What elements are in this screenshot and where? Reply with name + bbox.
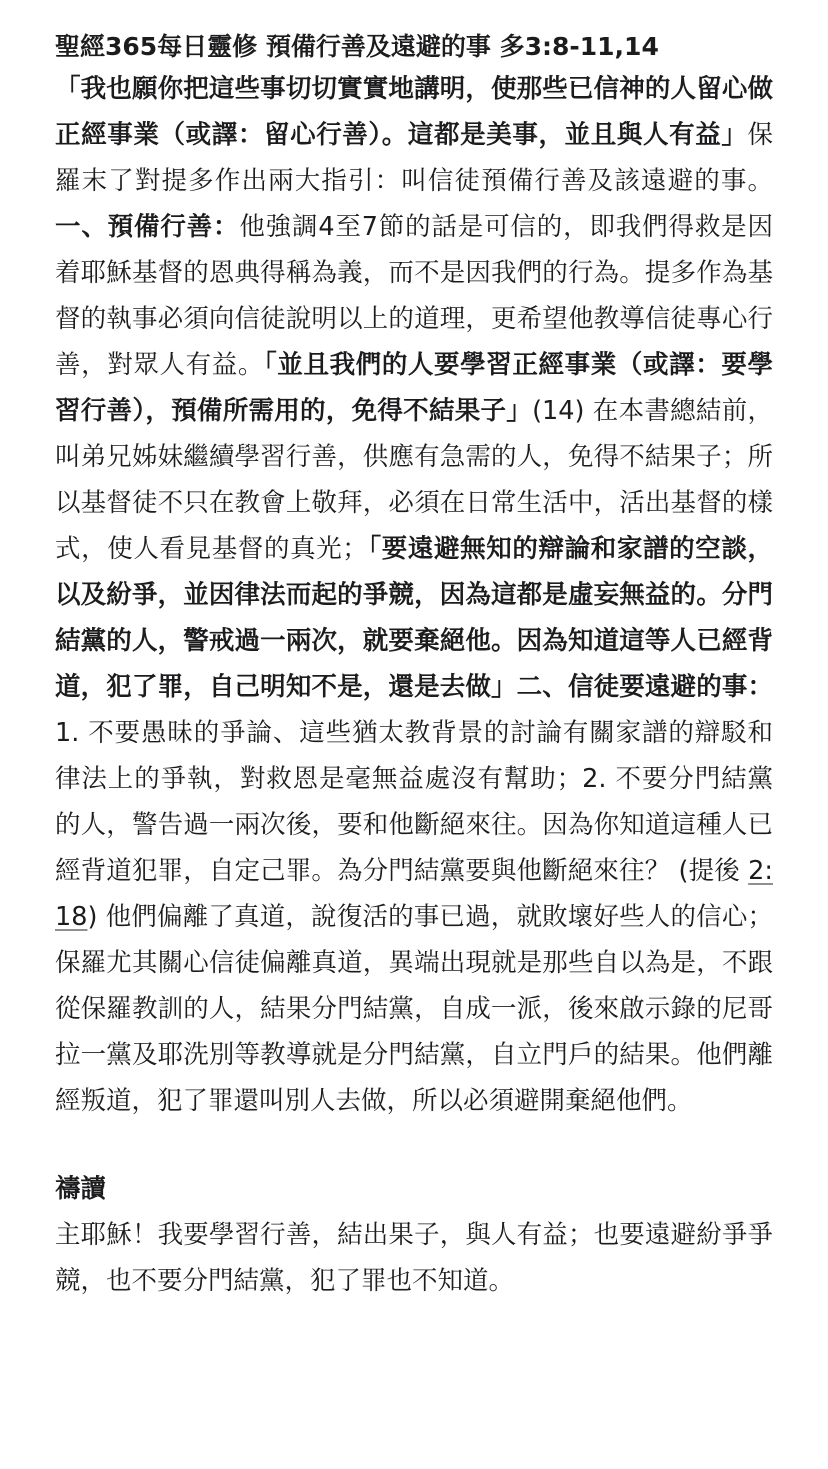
body-text: 他強調4至7節的話是可信的，即我們得救是因着耶穌基督的恩典得稱為義，而不是因我們的行為。提多作為基督的執事必須向信徒說明以上的道理，更希望他教導信徒專心行善，對眾人有益。 (55, 212, 773, 380)
prayer-text: 主耶穌！我要學習行善，結出果子，與人有益；也要遠避紛爭爭競，也不要分門結黨，犯了罪也不知道。 (55, 1220, 773, 1296)
article-title: 聖經365每日靈修 預備行善及遠避的事 多3:8-11,14 (55, 32, 659, 61)
quote-verse-8: 「我也願你把這些事切切實實地講明，使那些已信神的人留心做正經事業（或譯：留心行善）。這都是美事，並且與人有益」 (55, 74, 773, 150)
section-heading-prepare-good-works: 一、預備行善： (55, 212, 240, 242)
body-text: ) 他們偏離了真道，說復活的事已過，就敗壞好些人的信心；保羅尤其關心信徒偏離真道，異端出現就是那些自以為是，不跟從保羅教訓的人，結果分門結黨，自成一派，後來啟示錄的尼哥拉一黨及耶洗別等教導就是分門結黨，自立門戶的結果。他們離經叛道，犯了罪還叫別人去做，所以必須避開棄絕他們。 (55, 902, 773, 1116)
prayer-heading: 禱讀 (55, 1174, 107, 1204)
body-text: (14) 在本書總結前，叫弟兄姊妹繼續學習行善，供應有急需的人，免得不結果子；所以基督徒不只在教會上敬拜，必須在日常生活中，活出基督的樣式，使人看見基督的真光； (55, 396, 773, 564)
article-body (55, 66, 773, 1124)
body-text: 1. 不要愚昧的爭論、這些猶太教背景的討論有關家譜的辯駁和律法上的爭執，對救恩是毫無益處沒有幫助；2. 不要分門結黨的人，警告過一兩次後，要和他斷絕來往。因為你知道這種人已經背道犯罪，自定己罪。為分門結黨要與他斷絕來往？ (提後 (55, 718, 773, 886)
quote-verse-14: 「並且我們的人要學習正經事業（或譯：要學習行善），預備所需用的，免得不結果子」 (55, 350, 773, 426)
body-text: 保羅末了對提多作出兩大指引：叫信徒預備行善及該遠避的事。 (55, 120, 773, 196)
devotional-article (55, 28, 773, 1304)
quote-verses-9-11: 「要遠避無知的辯論和家譜的空談，以及紛爭，並因律法而起的爭競，因為這都是虛妄無益的。分門結黨的人，警戒過一兩次，就要棄絕他。因為知道這等人已經背道，犯了罪，自己明知不是，還是去做」二、信徒要遠避的事： (55, 534, 773, 702)
scripture-reference-link[interactable]: 2:18 (55, 856, 773, 932)
